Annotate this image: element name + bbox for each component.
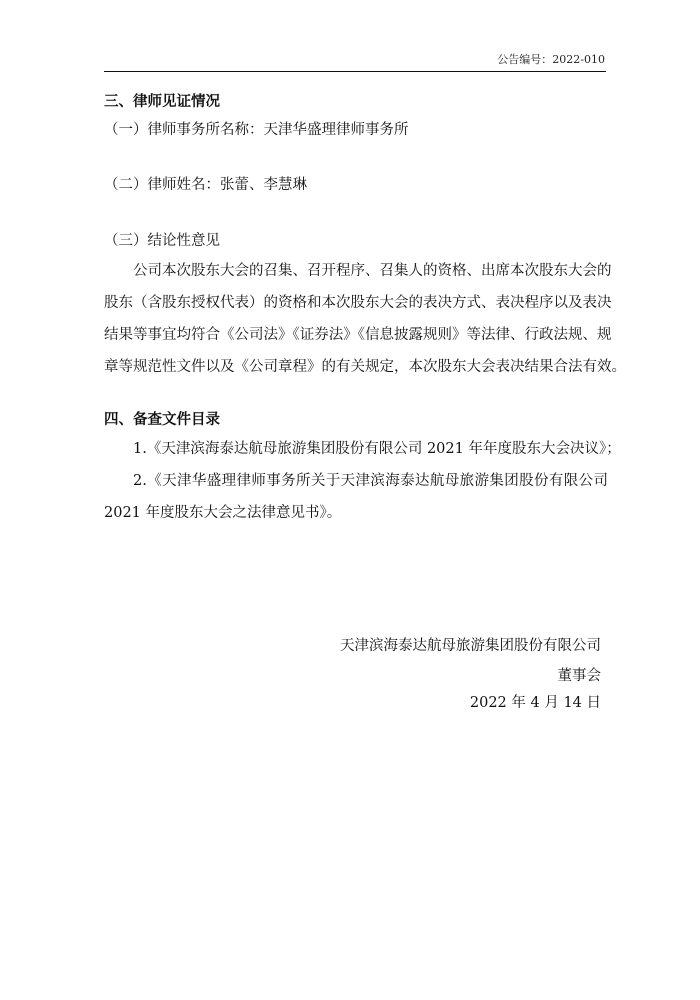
notice-number: 公告编号：2022-010 — [497, 53, 605, 66]
lawyer-names: （二）律师姓名：张蕾、李慧琳 — [104, 177, 307, 193]
header-rule — [104, 71, 606, 72]
signature-company: 天津滨海泰达航母旅游集团股份有限公司 — [340, 638, 601, 654]
reference-item-2: 2.《天津华盛理律师事务所关于天津滨海泰达航母旅游集团股份有限公司 — [133, 473, 608, 489]
reference-item-2-cont: 2021 年度股东大会之法律意见书》。 — [104, 505, 342, 521]
opinion-line: 股东（含股东授权代表）的资格和本次股东大会的表决方式、表决程序以及表决 — [104, 295, 612, 311]
opinion-line: 结果等事宜均符合《公司法》《证券法》《信息披露规则》等法律、行政法规、规 — [104, 327, 612, 343]
signature-date: 2022 年 4 月 14 日 — [469, 695, 601, 711]
opinion-line: 章等规范性文件以及《公司章程》的有关规定，本次股东大会表决结果合法有效。 — [104, 359, 626, 375]
signature-board: 董事会 — [557, 668, 601, 684]
reference-list — [104, 433, 621, 529]
section4-heading: 四、备查文件目录 — [104, 412, 220, 428]
opinion-line: 公司本次股东大会的召集、召开程序、召集人的资格、出席本次股东大会的 — [133, 263, 612, 279]
section3-heading: 三、律师见证情况 — [104, 94, 220, 110]
reference-item-1: 1.《天津滨海泰达航母旅游集团股份有限公司 2021 年年度股东大会决议》； — [133, 441, 621, 457]
opinion-paragraph — [104, 255, 626, 383]
opinion-title: （三）结论性意见 — [104, 233, 220, 249]
law-firm-name: （一）律师事务所名称：天津华盛理律师事务所 — [104, 122, 409, 138]
